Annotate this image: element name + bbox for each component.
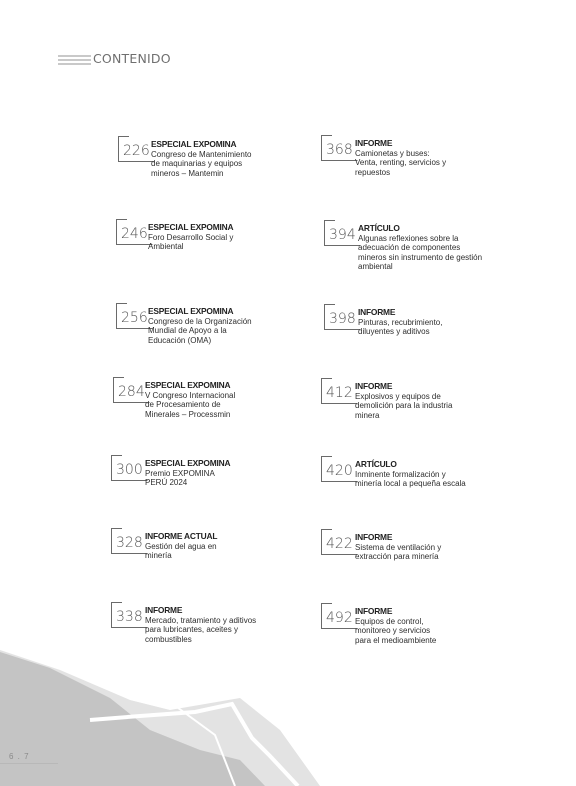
entry-description: Explosivos y equipos de demolición para la industria minera <box>355 391 453 420</box>
entry-category: INFORME <box>358 307 396 317</box>
entry-description: Foro Desarrollo Social y Ambiental <box>148 232 234 252</box>
entry-description: Equipos de control, monitoreo y servicios para el medioambiente <box>355 616 437 645</box>
page-number-box: 284 <box>113 381 150 403</box>
entry-description: Pinturas, recubrimiento, diluyentes y aditivos <box>358 317 443 337</box>
page-number-box: 492 <box>321 607 358 629</box>
page-title: CONTENIDO <box>93 51 171 66</box>
page-number-box: 394 <box>324 224 361 246</box>
entry-description: Premio EXPOMINA PERÚ 2024 <box>145 468 215 488</box>
page-number-box: 338 <box>111 606 148 628</box>
entry-category: INFORME <box>355 606 393 616</box>
page-number-box: 246 <box>116 223 153 245</box>
page-number-box: 368 <box>321 139 358 161</box>
page-number-box: 398 <box>324 308 361 330</box>
entry-description: Gestión del agua en minería <box>145 541 217 561</box>
mountain-decoration <box>0 640 576 786</box>
entry-description: V Congreso Internacional de Procesamiento de Minerales – Processmin <box>145 390 236 419</box>
entry-category: ESPECIAL EXPOMINA <box>145 380 231 390</box>
entry-description: Congreso de Mantenimiento de maquinarias y equipos mineros – Mantemin <box>151 149 252 178</box>
entry-category: ESPECIAL EXPOMINA <box>151 139 237 149</box>
entry-category: INFORME <box>355 532 393 542</box>
entry-category: ESPECIAL EXPOMINA <box>148 306 234 316</box>
entry-description: Algunas reflexiones sobre la adecuación de componentes mineros sin instrumento de gestión ambiental <box>358 233 483 272</box>
entry-description: Camionetas y buses: Venta, renting, servicios y repuestos <box>355 148 447 177</box>
entry-category: ESPECIAL EXPOMINA <box>145 458 231 468</box>
folio-divider <box>0 763 58 764</box>
entry-category: ESPECIAL EXPOMINA <box>148 222 234 232</box>
page-number-box: 422 <box>321 533 358 555</box>
entry-category: INFORME <box>355 138 393 148</box>
entry-description: Inminente formalización y minería local a pequeña escala <box>355 469 466 489</box>
entry-description: Congreso de la Organización Mundial de Apoyo a la Educación (OMA) <box>148 316 252 345</box>
page-number-box: 420 <box>321 460 358 482</box>
page-number-box: 226 <box>118 140 155 162</box>
page-number-box: 256 <box>116 307 153 329</box>
page-folio: 6 . 7 <box>9 752 30 761</box>
entry-category: ARTÍCULO <box>358 223 400 233</box>
page-number-box: 412 <box>321 382 358 404</box>
entry-category: INFORME <box>355 381 393 391</box>
page-number-box: 300 <box>111 459 148 481</box>
entry-description: Mercado, tratamiento y aditivos para lubricantes, aceites y combustibles <box>145 615 257 644</box>
entry-category: ARTÍCULO <box>355 459 397 469</box>
entry-description: Sistema de ventilación y extracción para minería <box>355 542 442 562</box>
entry-category: INFORME ACTUAL <box>145 531 218 541</box>
page-number-box: 328 <box>111 532 148 554</box>
entry-category: INFORME <box>145 605 183 615</box>
